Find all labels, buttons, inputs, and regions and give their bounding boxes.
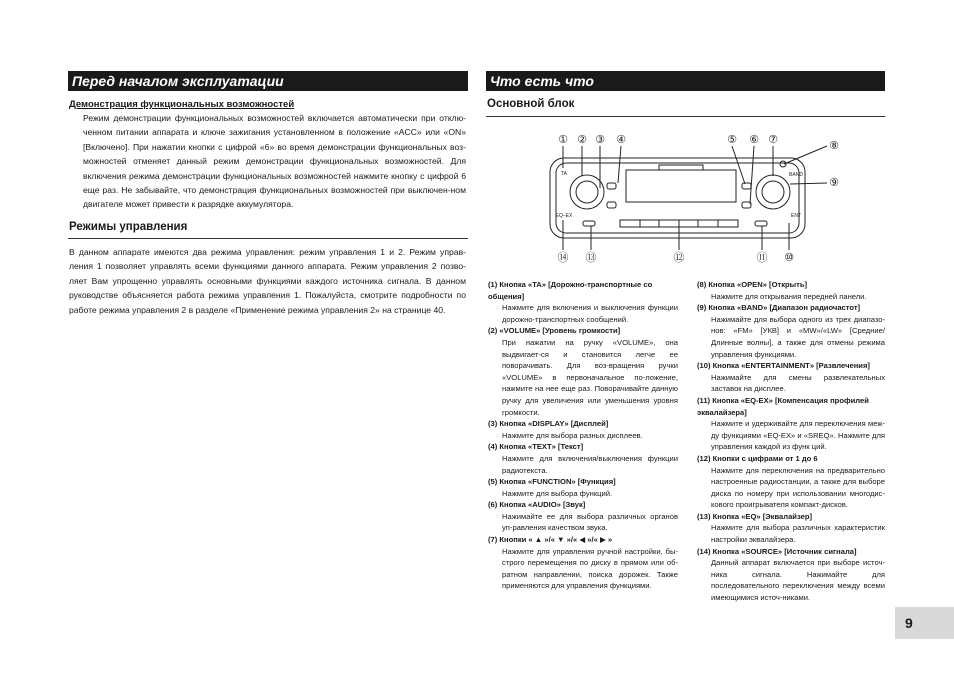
callout-4: ④ bbox=[616, 134, 626, 146]
multi-control-knob-inner bbox=[762, 181, 784, 203]
callout-5: ⑤ bbox=[727, 134, 737, 146]
callout-3: ③ bbox=[595, 134, 605, 146]
volume-knob-inner bbox=[576, 181, 598, 203]
unit-faceplate-outline bbox=[556, 163, 799, 233]
list-item: (14) Кнопка «SOURCE» [Источник сигнала] Данный аппарат включается при выборе источ-ника сигнала. Нажимайте для последовательного переключения между всеми имеющимися источ-никами. bbox=[697, 546, 885, 603]
left-section-title: Перед началом эксплуатации bbox=[68, 71, 468, 91]
parts-list-col2 bbox=[697, 279, 885, 604]
demo-heading: Демонстрация функциональных возможностей bbox=[69, 99, 295, 110]
eqex-left-label: EQ–EX bbox=[555, 213, 573, 219]
callout-11: ⑪ bbox=[756, 252, 768, 264]
demo-paragraph: Режим демонстрации функциональных возможностей включается автоматически при отклю-ченном питании аппарата и ключе зажигания установленном в положение «ACC» или «ON» [Включено]. При нажатии кнопки с цифрой «6» во время демонстрации функциональных воз-можностей отменяет данный режим демонстрации функциональных возможностей. Для включения режима демонстрации функциональных возможностей нажмите кнопку с цифрой 6 еще раз. Не забывайте, что демонстрация функциональных возможностей при выключен-ном двигателе может привести к разрядке аккумулятора. bbox=[83, 113, 466, 210]
ent-label: ENT bbox=[791, 213, 801, 219]
text-button bbox=[607, 202, 616, 208]
main-unit-heading: Основной блок bbox=[487, 98, 575, 110]
multi-control-knob bbox=[756, 175, 790, 209]
list-item: (7) Кнопки « ▲ »/« ▼ »/« ◀ »/« ▶ » Нажмите для управления ручной настройки, бы-строго перемещения по диску в прямом или об-ратном направлении, поиска дорожек. Также применяются для управления функциями. bbox=[488, 535, 678, 591]
list-item: (6) Кнопка «AUDIO» [Звук] Нажимайте ее для выбора различных органов уп-равления качеством звука. bbox=[488, 500, 678, 533]
callout-6: ⑥ bbox=[749, 134, 759, 146]
eqex-button bbox=[755, 221, 767, 226]
list-item: (3) Кнопка «DISPLAY» [Дисплей] Нажмите для выбора разных дисплеев. bbox=[488, 419, 643, 440]
modes-divider bbox=[68, 238, 468, 239]
callout-1: ① bbox=[558, 134, 568, 146]
callout-14: ⑭ bbox=[557, 252, 569, 264]
head-unit-diagram bbox=[540, 128, 850, 268]
volume-knob bbox=[570, 175, 604, 209]
modes-paragraph: В данном аппарате имеются два режима управления: режим управления 1 и 2. Режим управ-ления 1 позволяет управлять всеми функциями данного аппарата. Режим управления 2 позво-ляет Вам упрощенно управлять основными функциями каждого источника сигнала. В данном руководстве объясняется работа режима управления 1. Пожалуйста, смотрите подробности по работе режима управления 2 в разделе «Применение режима управления 2» на странице 40. bbox=[69, 247, 466, 315]
list-item: (8) Кнопка «OPEN» [Открыть] Нажмите для открывания передней панели. bbox=[697, 280, 867, 301]
callout-8: ⑧ bbox=[829, 140, 839, 152]
list-item: (9) Кнопка «BAND» [Диапазон радиочастот] Нажимайте для выбора одного из трех диапазо-нов: «FM» [УКВ] и «MW»/«LW» [Средние/Длинные волны], а также для отмены режима управления функциями. bbox=[697, 303, 885, 359]
callout-13: ⑬ bbox=[585, 252, 597, 264]
page-number: 9 bbox=[895, 607, 954, 639]
list-item: (11) Кнопка «EQ-EX» [Компенсация профилей эквалайзера] Нажмите и удерживайте для переключения меж-ду функциями «EQ-EX» и «SREQ». Нажмите для управления каждой из функ ций. bbox=[697, 395, 885, 452]
callout-12: ⑫ bbox=[673, 252, 685, 264]
display-window bbox=[626, 170, 736, 202]
disc-slot bbox=[659, 165, 703, 170]
list-item: (2) «VOLUME» [Уровень громкости] При нажатии на ручку «VOLUME», она выдвигает-ся и становится легче ее поворачивать. Для воз-вращения ручки «VOLUME» в первоначальное по-ложение, нажмите на нее еще раз. Поворачивайте данную ручку для увеличения или уменьшения уровня громкости. bbox=[488, 326, 678, 417]
callout-7: ⑦ bbox=[768, 134, 778, 146]
function-button bbox=[742, 183, 751, 189]
list-item: (4) Кнопка «TEXT» [Текст] Нажмите для включения/выключения функции радиотекста. bbox=[488, 442, 678, 475]
list-item: (13) Кнопка «EQ» [Эквалайзер] Нажмите для выбора различных характеристик настройки эквалайзера. bbox=[697, 511, 885, 545]
band-label: BAND bbox=[789, 172, 803, 178]
callout-10: ⑩ bbox=[784, 252, 794, 264]
list-item: (1) Кнопка «TA» [Дорожно-транспортные со общения] Нажмите для включения и выключения функции дорожно-транспортных сообщений. bbox=[488, 280, 678, 324]
callout-9: ⑨ bbox=[829, 177, 839, 189]
list-item: (10) Кнопка «ENTERTAINMENT» [Развлечения] Нажимайте для смены развлекательных заставок на дисплее. bbox=[697, 361, 885, 394]
ta-label: TA bbox=[560, 171, 568, 177]
right-section-title: Что есть что bbox=[486, 71, 885, 91]
modes-heading: Режимы управления bbox=[69, 221, 188, 233]
source-button bbox=[583, 221, 595, 226]
list-item: (12) Кнопки с цифрами от 1 до 6 Нажмите для переключения на предварительно настроенные радиостанции, а также для выборе диска по номеру при использовании многодис-кового проигрывателя компакт-дисков. bbox=[697, 453, 885, 510]
display-button bbox=[607, 183, 616, 189]
callout-2: ② bbox=[577, 134, 587, 146]
parts-list-col1 bbox=[488, 279, 678, 592]
main-unit-divider bbox=[486, 116, 885, 117]
list-item: (5) Кнопка «FUNCTION» [Функция] Нажмите для выбора функций. bbox=[488, 477, 616, 498]
